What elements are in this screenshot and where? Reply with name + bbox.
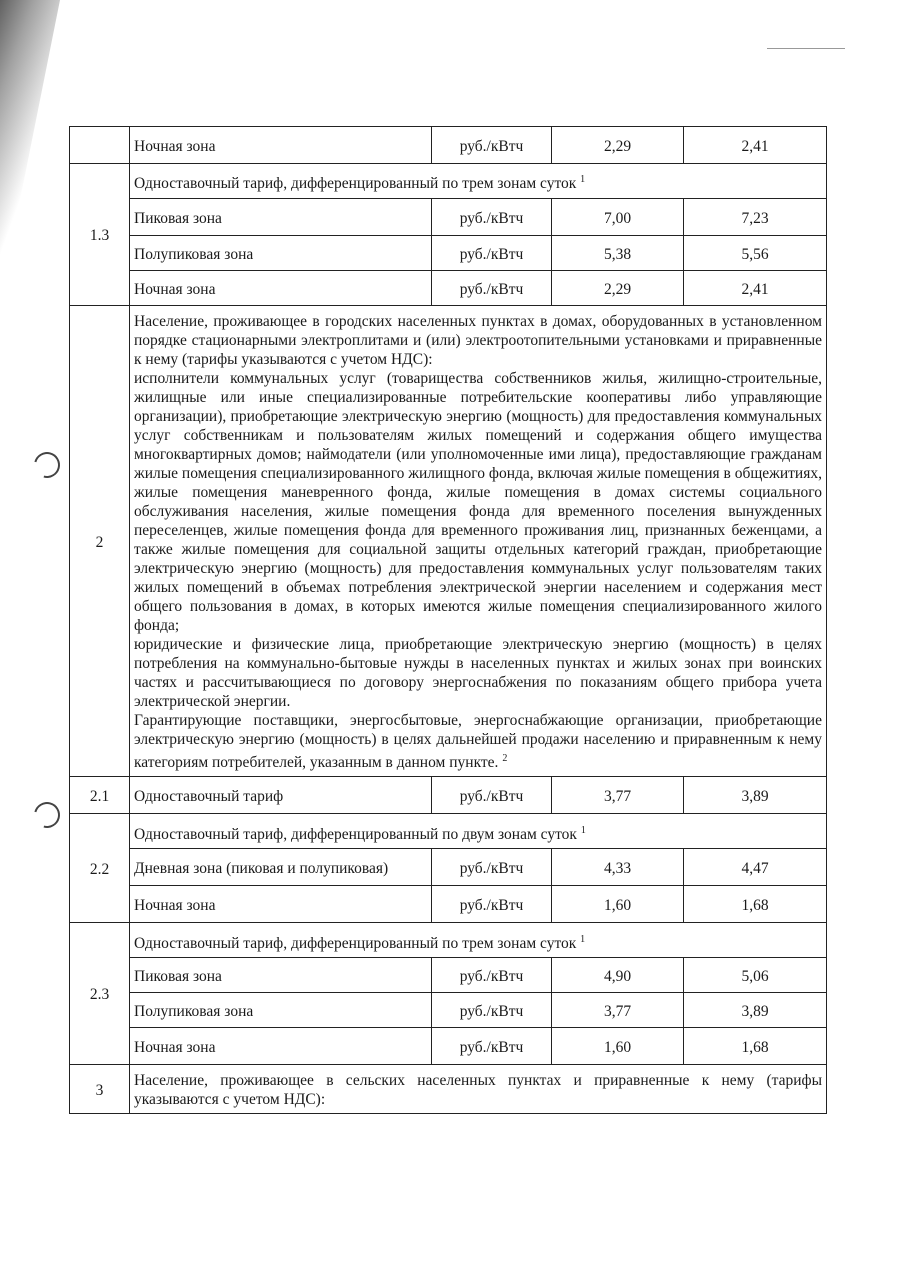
table-row <box>70 127 827 164</box>
value-cell-2: 4,47 <box>684 849 827 886</box>
row-number: 2.2 <box>70 814 130 923</box>
unit-cell: руб./кВтч <box>432 127 552 164</box>
section-description-row <box>70 1065 827 1114</box>
section-description: Население, проживающее в сельских населенных пунктах и приравненные к нему (тарифы указываются с учетом НДС): <box>130 1065 827 1114</box>
section-header-row <box>70 814 827 849</box>
section-header-row <box>70 923 827 958</box>
footnote-mark: 2 <box>502 753 508 764</box>
table-row <box>70 849 827 886</box>
table-row <box>70 777 827 814</box>
tariff-zone-name: Полупиковая зона <box>130 993 432 1028</box>
row-number: 3 <box>70 1065 130 1114</box>
table-row <box>70 199 827 236</box>
tariff-name: Одноставочный тариф <box>130 777 432 814</box>
value-cell-2: 1,68 <box>684 1028 827 1065</box>
table-row <box>70 958 827 993</box>
table-row <box>70 993 827 1028</box>
value-cell-2: 2,41 <box>684 271 827 306</box>
value-cell-1: 4,33 <box>552 849 684 886</box>
section-description <box>130 306 827 777</box>
value-cell-1: 5,38 <box>552 236 684 271</box>
value-cell-2: 3,89 <box>684 777 827 814</box>
row-number: 1.3 <box>70 164 130 306</box>
value-cell-1: 7,00 <box>552 199 684 236</box>
value-cell-2: 1,68 <box>684 886 827 923</box>
tariff-zone-name: Дневная зона (пиковая и полупиковая) <box>130 849 432 886</box>
unit-cell: руб./кВтч <box>432 199 552 236</box>
top-rule <box>767 48 845 49</box>
section-title: Одноставочный тариф, дифференцированный по трем зонам суток $^1$ <box>130 164 827 199</box>
table-row <box>70 1028 827 1065</box>
description-paragraph: юридические и физические лица, приобретающие электрическую энергию (мощность) в целях потребления на коммунально-бытовые нужды в населенных пунктах и жилых зонах при воинских частях и рассчитывающиеся по договору энергоснабжения по показаниям общего прибора учета электрической энергии. <box>134 636 822 710</box>
row-number: 2 <box>70 306 130 777</box>
unit-cell: руб./кВтч <box>432 236 552 271</box>
tariff-zone-name: Пиковая зона <box>130 958 432 993</box>
table-row <box>70 271 827 306</box>
value-cell-2: 3,89 <box>684 993 827 1028</box>
value-cell-2: 5,06 <box>684 958 827 993</box>
footnote-mark: 1 <box>580 933 586 945</box>
value-cell-1: 3,77 <box>552 993 684 1028</box>
tariff-zone-name: Ночная зона <box>130 1028 432 1065</box>
unit-cell: руб./кВтч <box>432 958 552 993</box>
section-header-row <box>70 164 827 199</box>
value-cell-2: 5,56 <box>684 236 827 271</box>
unit-cell: руб./кВтч <box>432 993 552 1028</box>
unit-cell: руб./кВтч <box>432 777 552 814</box>
tariff-zone-name: Пиковая зона <box>130 199 432 236</box>
table-row <box>70 236 827 271</box>
tariff-zone-name: Ночная зона <box>130 271 432 306</box>
unit-cell: руб./кВтч <box>432 849 552 886</box>
scan-edge-shadow <box>0 0 60 300</box>
value-cell-1: 3,77 <box>552 777 684 814</box>
footnote-mark: 1 <box>580 824 586 836</box>
value-cell-1: 1,60 <box>552 886 684 923</box>
tariff-table <box>69 126 827 1114</box>
value-cell-1: 2,29 <box>552 271 684 306</box>
value-cell-2: 2,41 <box>684 127 827 164</box>
row-number: 2.3 <box>70 923 130 1065</box>
row-number <box>70 127 130 164</box>
value-cell-1: 2,29 <box>552 127 684 164</box>
section-title: Одноставочный тариф, дифференцированный по двум зонам суток $^1$ <box>130 814 827 849</box>
section-title: Одноставочный тариф, дифференцированный по трем зонам суток $^1$ <box>130 923 827 958</box>
punch-hole-mark <box>29 447 65 483</box>
row-number: 2.1 <box>70 777 130 814</box>
value-cell-1: 4,90 <box>552 958 684 993</box>
tariff-zone-name: Полупиковая зона <box>130 236 432 271</box>
unit-cell: руб./кВтч <box>432 1028 552 1065</box>
value-cell-2: 7,23 <box>684 199 827 236</box>
unit-cell: руб./кВтч <box>432 271 552 306</box>
description-paragraph: Гарантирующие поставщики, энергосбытовые, энергоснабжающие организации, приобретающие электрическую энергию (мощность) в целях дальнейшей продажи населению и приравненным к нему категориям потребителей, указанным в данном пункте. $^2$ <box>134 712 822 772</box>
tariff-zone-name: Ночная зона <box>130 886 432 923</box>
section-description-row <box>70 306 827 777</box>
punch-hole-mark <box>29 797 65 833</box>
description-paragraph: исполнители коммунальных услуг (товарищества собственников жилья, жилищно-строительные, жилищные или иные специализированные потребительские кооперативы либо управляющие организации), приобретающие электрическую энергию (мощность) для предоставления коммунальных услуг собственникам и пользователям жилых помещений и содержания общего имущества многоквартирных домов; наймодатели (или уполномоченные ими лица), предоставляющие гражданам жилые помещения специализированного жилищного фонда, включая жилые помещения в общежитиях, жилые помещения маневренного фонда, жилые помещения в домах системы социального обслуживания населения, жилые помещения фонда для временного поселения вынужденных переселенцев, жилые помещения фонда для временного проживания лиц, признанных беженцами, а также жилые помещения для социальной защиты отдельных категорий граждан, приобретающие электрическую энергию (мощность) для предоставления коммунальных услуг пользователям таких жилых помещений в объемах потребления электрической энергии населением и содержания мест общего пользования в домах, в которых имеются жилые помещения специализированного жилого фонда; <box>134 370 822 634</box>
tariff-zone-name: Ночная зона <box>130 127 432 164</box>
description-paragraph: Население, проживающее в городских населенных пунктах в домах, оборудованных в установленном порядке стационарными электроплитами и (или) электроотопительными установками и приравненные к нему (тарифы указываются с учетом НДС): <box>134 313 822 368</box>
table-row <box>70 886 827 923</box>
footnote-mark: 1 <box>580 174 586 186</box>
value-cell-1: 1,60 <box>552 1028 684 1065</box>
unit-cell: руб./кВтч <box>432 886 552 923</box>
